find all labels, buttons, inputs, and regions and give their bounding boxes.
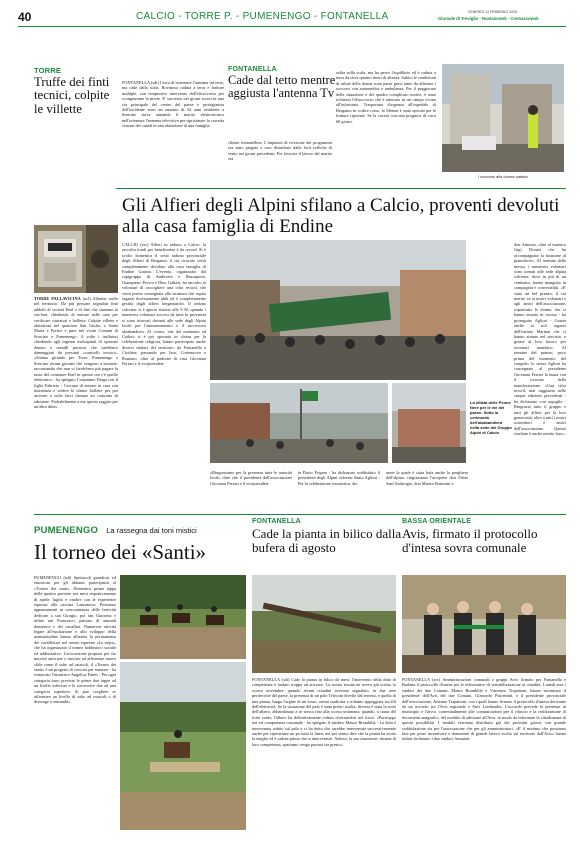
body-alpini-bottom1: «Ringraziamo per la presenza tutte le autorità locali, oltre che il presidente dell'associazione Giovanni Ferrari e il vicepresiden- <box>210 470 292 486</box>
photo-pianta <box>252 575 396 673</box>
body-antenna-col3: salita sulla scala, ma ha perso l'equilibrio ed è caduta a terra da circa quattro metri di altezza. Subito le condizioni di salute della donna sono parse gravi tanto da allertare i soccorsi con automedica e ambulanza. Per il peggiorare della situazione e del quadro complicato motivi, è stato richiesto l'elisoccorso che è atterrato in un campo vicino all'infortunio. Trasportata d'urgenza all'ospedale di Bergamo in codice rosso, la 54enne è stata operata per le fratture riportate. Se la caverà con una prognosi di circa 60 giorni. <box>336 70 436 124</box>
alpini-rule <box>116 188 566 189</box>
article-torre <box>34 66 118 116</box>
body-alpini-bottom3: rante la quale è stata letta anche la preghiera dell'alpino, ringraziamo l'arciprete don Fabio Sant'Ambrogio, don Matteo Bottesini e <box>386 470 468 486</box>
article-pianta-head <box>252 518 402 554</box>
body-antenna-col1: FONTANELLA (sdi) Cerca di sistemare l'antenna sul tetto, ma cade dalla scala. Rovinosa caduta a terra e fratture multiple, con tempestivo intervento dell'elisoccorso per scongiurarne la morte. E' successo nei giorni scorsi in una via principale del centro del paese e protagonista dell'incidente sono un anziano di 54 anni residente a Soncino stava aiutando il marito elettrotecnico nell'orientare l'antenna televisiva per ripristinare la corretta visione dei canali in una abitazione di una famiglia <box>122 80 224 129</box>
headline-torre: Truffe dei finti tecnici, colpite le villette <box>34 75 110 116</box>
header-sections: CALCIO - TORRE P. - PUMENENGO - FONTANELLA <box>136 11 389 22</box>
headline-avis: Avis, firmato il protocollo d'intesa sovra comunale <box>402 526 538 555</box>
body-pianta: FONTANELLA (sdi) Cade la pianta in bilico da mesi: l'intervento della ditta di competenza è tardato troppo ad arrivare. La nostra testata ne aveva già scritto lo scorso novembre, quando alcuni cittadini avevano segnalato, in due aree periferiche del paese, la presenza di un palo Telecom divelto dal terreno, e quella di una pianta, lungo l'argine di un fosso, ormai sradicata e soltanto appoggiata sui fili dell'elettricità. Se la situazione del palo è stata presto risolta, diversa è stata la sorte dell'albero, abbandonato a se stesso fino alla scorsa settimana, quando, a causa del forte vento, l'albero ha definitivamente ceduto riversandosi nel fosso. «Purtroppo noi eri competenza comunale - ha spiegato il sindaco Mauro Brambilla - La ditta è intervenuta subito sul palo e ci ha detto che sarebbe intervenuta successivamente anche per ripristinare un po tutta la linea, ma poi siamo dire che la pianta ha avuto la meglio ed è caduta prima che si intervenisse. Adesso, la sua rimozione, rimane di loro competenza, speriamo venga portata via presto». <box>252 677 396 747</box>
body-avis: FONTANELLA (zrc) Amministrazioni comunali e gruppi Avis: firmato per Fontanella e Barbata il protocollo d'intesa per le informative di sensibilizzazione ai cittadini. Lunedì sera i sindaci dei due Comuni, Mauro Brambilla e Vincenzo Trapattoni, hanno incontrato il presidente dell'Avis del due Comuni, Giancarlo Piacentini, e il presidente provinciale dell'associazione, Artemio Trapattoni, con i quali hanno firmato il protocollo d'intesa derivante da un accordo tra l'Avis regionale e Anci Lombardia. L'accordo prevede la presenza in municipio e l'invio, contestualmente alle comunicazioni per il rilascio e la realizzazione di documenti anagrafici, del modulo di adesione all'Avis, in modo da informare la cittadinanza di questa possibilità. I moduli verranno distribuiti già dai prossimi giorni, con grande soddisfazione sia per l'associazione che per gli amministratori. «E' il minimo che possiamo fare per poter incentivare e donazione di grande lavoro svolto sul territorio dall'Avis» hanno infatti dichiarato i due sindaci firmatari. <box>402 677 566 742</box>
headline-antenna: Cade dal tetto mentre aggiusta l'antenna Tv <box>228 73 336 101</box>
photo-avis <box>402 575 566 673</box>
kicker-pianta: FONTANELLA <box>252 518 301 525</box>
article-avis-head <box>402 518 566 554</box>
caption-sfilata: La sfilata delle Penne Nere per le vie del paese. Sotto la cerimonia dell'alzabandiera nella sede dei Gruppo Alpini di Calcio <box>470 400 512 435</box>
photo-casa <box>392 383 466 463</box>
kicker-torre: TORRE <box>34 66 62 75</box>
article-antenna-head <box>228 66 338 100</box>
photo-alzabandiera <box>210 383 388 463</box>
header-rule <box>18 26 566 27</box>
kicker-antenna: FONTANELLA <box>228 66 277 73</box>
headline-pianta: Cade la pianta in bilico dalla bufera di agosto <box>252 526 402 555</box>
photo-cavalli-2 <box>120 662 246 830</box>
article-santi-head <box>34 518 244 563</box>
body-alpini-col3: don Antonio, oltre al maestro Gigi Donati che ha accompagnato la funzione al pianoforte». Al termine della messa, i numerosi volontari sono tornati alle sede alpina calcense, dove in più di un centinaio, hanno mangiato in compagnia e convivialità. «E' stato un bel pranzo, il cui merito va ai nostri volontari e agli amici dell'associazione, soprattutto le donne, che ci hanno aiutato in cucina - ha proseguito Agliosi - Grazie anche ai soli ragazzi dell'istituto Marinai che ci hanno aiutato nel servizio, e grazie al loro lavoro per avvenuti mandati». Al termine del pranzo, poco prima del momento del congedo, lo stesso Agliosi ha consegnato al presidente Giovanni Ferrari la busta con il ricavato della manifestazione. «Una cifra record, mai raggiunta nelle cinque edizioni precedenti - ha dichiarato con orgoglio - Ringrazio tutto il gruppo e tutti gli alfieri per la loro generosità, oltre a tutti i nostri sostenitori e amici dell'associazione. Questo risultato è anche merito loro». <box>514 242 566 437</box>
body-torre <box>34 296 118 526</box>
headline-alpini: Gli Alfieri degli Alpini sfilano a Calcio, proventi devoluti alla casa famiglia di Endine <box>122 195 560 237</box>
header-date: VENERDÌ 14 FEBBRAIO 2020 <box>468 10 518 14</box>
headline-santi: Il torneo dei «Santi» <box>34 540 207 564</box>
caption-soccorsi: I soccorsi alla donna caduta <box>478 174 528 179</box>
kicker-santi-sub: La rassegna dai toni mistici <box>106 526 197 535</box>
kicker-santi: PUMENENGO <box>34 525 99 536</box>
photo-contatore <box>34 225 118 293</box>
photo-sfilata <box>210 240 466 380</box>
dateline-torre: TORRE PALLAVICINA <box>34 296 81 301</box>
header-publication: Giornale di Treviglio - Romanowsk - Cremascowsk <box>438 16 539 21</box>
body-antenna-col2: cliente fontanellese. L'impianto di ricezione dei programmi era stato piegato e reso disturbato dalle forti raffiche di vento nei giorni precedenti. Per favorire il lavoro del marito era <box>228 140 332 162</box>
photo-cavalli-1 <box>120 575 246 659</box>
page-number: 40 <box>18 10 32 24</box>
photo-soccorsi <box>442 64 564 172</box>
body-alpini-bottom2: te Dario Frigeni - ha dichiarato soddisfatto il presidente degli Alpini calcensi Santo Agliosi - Per la celebrazione eucaristica, du- <box>298 470 380 486</box>
page-header <box>18 10 566 24</box>
body-santi: PUMENENGO (sdi) Spettacoli grandiosi ed emozioni per gli abitanti partecipanti al «Torneo dei santi». Domenica prima tappa delle quattro previste nei mesi rispettivamente di aprile, luglio e ottobre con le esperienze equestri alla cascina Lanzanova. Possiamo appuntamenti in concomitanza delle festività dedicate a san Giorgio, poi san Giacomo e infine san Francesco, patrono di animali domestici e dei cavallari. Numerose attività legate all'equitazione e allo sviluppo della mansuetudine hanno allietato la permanenza dei cavallerizzi nel centro equestre «Le stepi», che ha organizzato il torneo hobbistico sociale ed addestrativo. Un'occasione propizia per far nascere amicizie e riuscire ad affrontare nuove sfide come il salto ad ostacoli, il «Torneo dei santi» è un progetto di crescita per tenutari - ha rimarcato l'istruttrice Angelica Funes - Per ogni categoria sono previste le prime due tappe ad un livello inferiore e le successive due ad una categoria superiore. Si può scegliere se affrontare un livello di salto ad ostacoli o di dressage o entrambi». <box>34 575 116 705</box>
text-torre: (acl) Allarme truffe nel territorio. Da più persone segnalati finti addetti di società Enel e di fine che suonano ai citofoni, chiedendo di entrare nelle case per verificare contatori e bollette. Colpite villette e abitazioni nel quartiere San Giulia, a Santa Maria e Portici e pure nei vicini Comuni di Soncino e Pumenengo. A volte i truffatori chiedendo agli ingenui malcapitati di spostare denaro e metalli preziosi che sarebbero danneggiati da presunti «controlli tecnici». «Stiamo girando per Torre, Pumenengo e Soncino alcuni giovani che vengono a suonare, raccontando che non vi fareb-bero più pagare la tassa del contatore Enel in questo ora c'è quello elettronico - ha spiegato Costantino Draga con il figlio Fabrizio - Cercano di entrare in casa con insistenza e vedere le ultime bollette per poi arrivare a volte farci firmare un contratto di adesione. Probabilmente a me questo raggiro per un'altra ditta». <box>34 296 118 410</box>
kicker-avis: BASSA ORIENTALE <box>402 518 472 525</box>
section-rule <box>34 514 566 515</box>
body-alpini-col1: CALCIO (zrc) Alfieri in raduno a Calcio: la raccolta fondi per beneficenza è da record. Si è svolto domenica il sesto raduno provinciale degli Alfieri di Bergamo, il cui ricavato verrà completamente devoluto alla casa famiglia di Endine Gaiano. L'evento, organizzato dal capigruppo di Ambivere e Brusaporto, Giampietro Perico e Dino Galizzi, ha raccolto ai volontari di raccogliere una cifra record, che verrà presto consegnata alla struttura che ospita ragazzi diversamente abili ed è completamente gestita dagli alfieri bergamaschi. Il raduno calcense si è aperto attorno alle 9.30, quando i numerosi volontari accorsi da tutta la provincia si sono ritrovati davanti alle sede degli Alpini locali per l'ammassamento e il successivo alzabandiera. Al corteo, che dal momento ad Cadorò si è poi spostato in chiesa per la celebrazione religiosa, hanno partecipato anche diversi sindaci del territorio: da Fontanella a Cividate, passando per Isso, Cortenuova e Romano, oltre al padrone di casa Giovanni Ferrari e il vicepresiden- <box>122 242 206 366</box>
